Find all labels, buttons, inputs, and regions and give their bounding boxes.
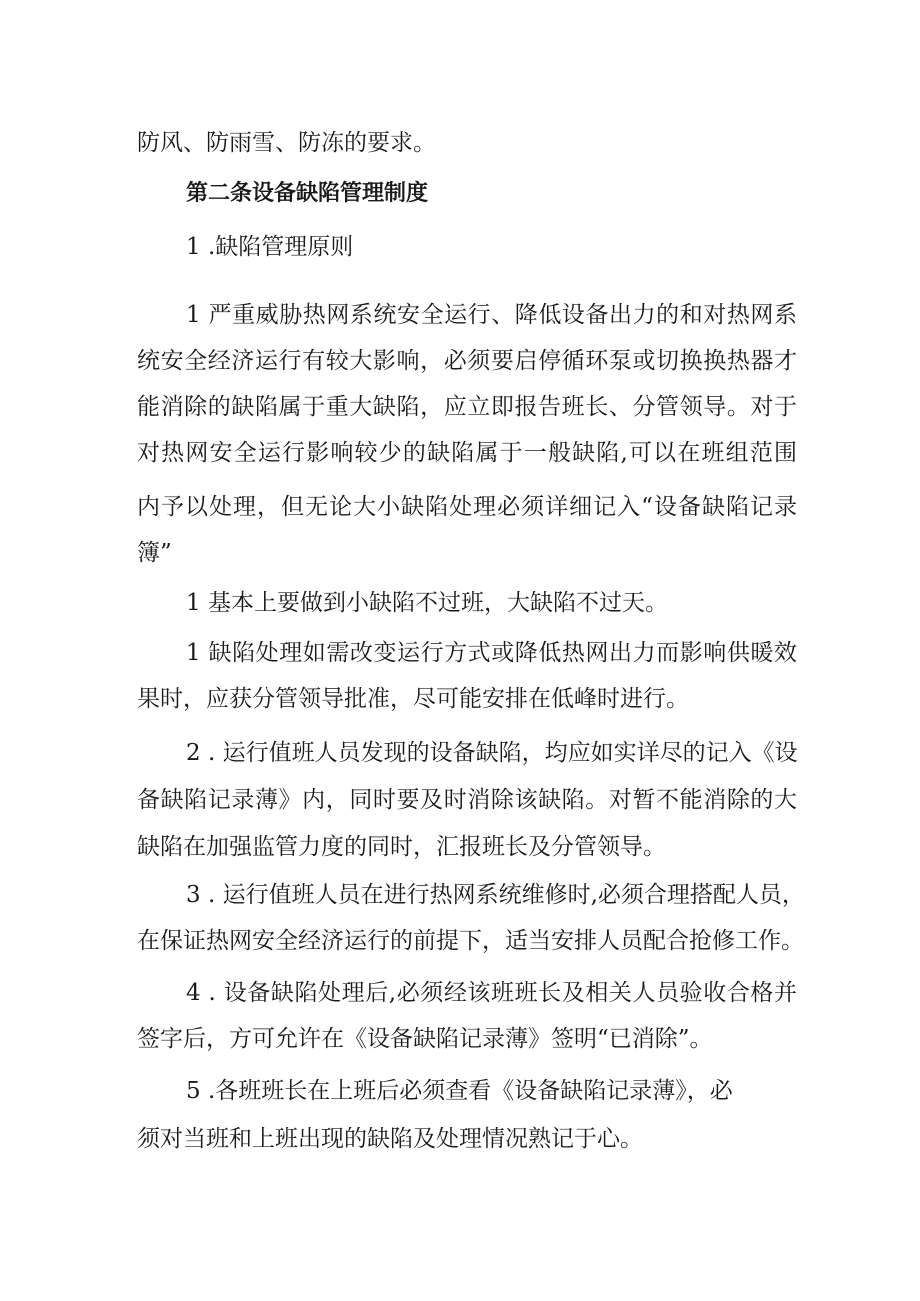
- subsection-title: 1 .缺陷管理原则: [186, 234, 354, 260]
- section-heading: 第二条设备缺陷管理制度: [186, 181, 429, 206]
- paragraph-line: 能消除的缺陷属于重大缺陷，应立即报告班长、分管领导。对于: [137, 394, 797, 420]
- paragraph-line: 备缺陷记录薄》内，同时要及时消除该缺陷。对暂不能消除的大: [137, 787, 797, 813]
- paragraph-line: 须对当班和上班出现的缺陷及处理情况熟记于心。: [137, 1126, 643, 1152]
- opening-line: 防风、防雨雪、防冻的要求。: [137, 130, 436, 156]
- paragraph-line: 1 基本上要做到小缺陷不过班，大缺陷不过天。: [186, 590, 668, 616]
- paragraph-line: 缺陷在加强监管力度的同时，汇报班长及分管领导。: [137, 834, 666, 860]
- paragraph-line: 1 严重威胁热网系统安全运行、降低设备出力的和对热网系: [186, 302, 797, 328]
- paragraph-line: 5 .各班班长在上班后必须查看《设备缺陷记录薄》，必: [186, 1078, 733, 1104]
- paragraph-line: 果时，应获分管领导批准，尽可能安排在低峰时进行。: [137, 686, 689, 712]
- paragraph-line: 签字后，方可允许在《设备缺陷记录薄》签明“已消除”。: [137, 1026, 713, 1052]
- paragraph-line: 1 缺陷处理如需改变运行方式或降低热网出力而影响供暖效: [186, 640, 797, 666]
- paragraph-line: 3 . 运行值班人员在进行热网系统维修时,必须合理搭配人员，: [186, 882, 805, 908]
- paragraph-line: 在保证热网安全经济运行的前提下，适当安排人员配合抢修工作。: [137, 928, 804, 954]
- paragraph-line: 统安全经济运行有较大影响，必须要启停循环泵或切换换热器才: [137, 348, 797, 374]
- paragraph-line: 内予以处理，但无论大小缺陷处理必须详细记入“设备缺陷记录: [137, 494, 797, 520]
- paragraph-line: 簿”: [137, 540, 172, 566]
- paragraph-line: 对热网安全运行影响较少的缺陷属于一般缺陷,可以在班组范围: [137, 440, 797, 466]
- paragraph-line: 2 . 运行值班人员发现的设备缺陷，均应如实详尽的记入《设: [186, 740, 798, 766]
- paragraph-line: 4 . 设备缺陷处理后,必须经该班班长及相关人员验收合格并: [186, 980, 797, 1006]
